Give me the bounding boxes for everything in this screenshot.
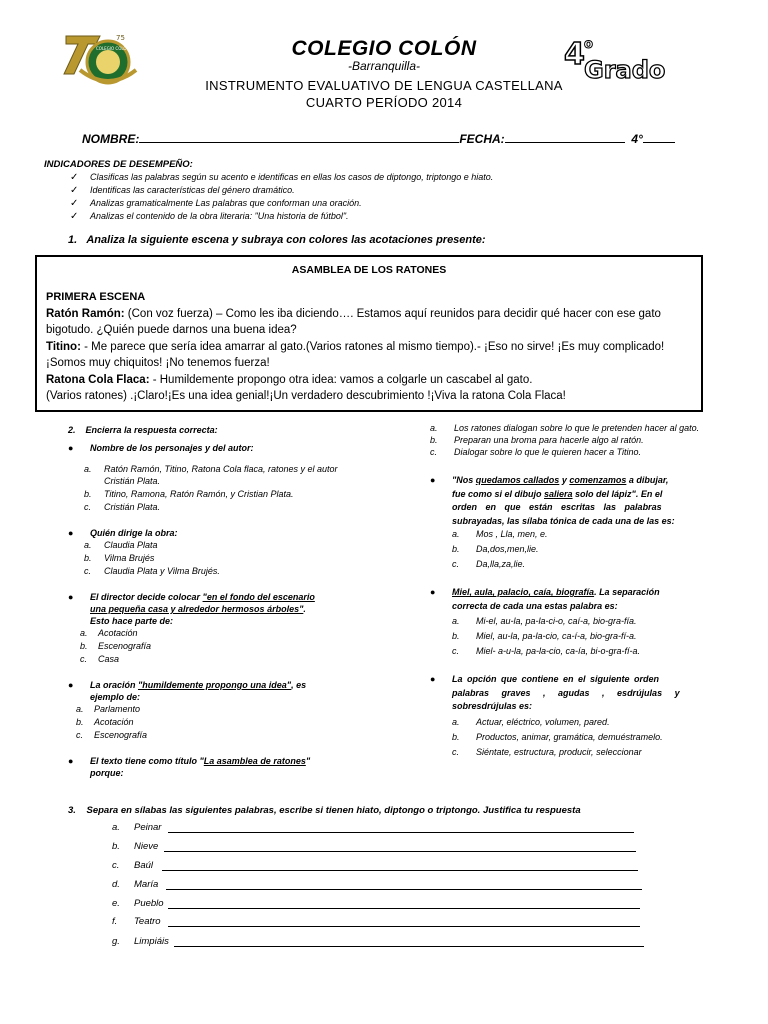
student-info-row xyxy=(82,131,675,146)
option-c: c. Da,lla,za,lie. xyxy=(452,559,526,569)
option-c: c. Cristián Plata. xyxy=(84,502,161,512)
option-b: b. Preparan una broma para hacerle algo al ratón. xyxy=(430,435,644,445)
grade-word: Grado xyxy=(584,56,666,84)
school-name: COLEGIO COLÓN xyxy=(291,37,477,60)
indicator-item: ✓ Analizas gramaticalmente Las palabras que conforman una oración. xyxy=(70,198,362,209)
word-row-teatro: f. Teatro xyxy=(112,916,652,930)
date-field[interactable] xyxy=(505,131,625,143)
word-row-nieve: b. Nieve xyxy=(112,841,652,855)
option-a: a. Ratón Ramón, Titino, Ratona Cola flaca, ratones y el autor Cristián Plata. xyxy=(84,464,338,486)
option-b: b. Productos, animar, gramática, demuéstramelo. xyxy=(452,731,663,742)
instrument-title: INSTRUMENTO EVALUATIVO DE LENGUA CASTELLANA xyxy=(205,78,563,93)
answer-line[interactable] xyxy=(168,832,634,833)
q2-item-title: ● El texto tiene como título "La asamblea de ratones" porque: xyxy=(68,756,311,778)
option-c: c. Claudia Plata y Vilma Brujés. xyxy=(84,566,220,576)
word-row-peinar: a. Peinar xyxy=(112,822,652,836)
word-row-baul: c. Baúl xyxy=(112,860,652,874)
indicator-item: ✓ Clasificas las palabras según su acento e identificas en ellas los casos de diptongo, triptongo e hiato. xyxy=(70,172,494,183)
grade-degree: o xyxy=(584,37,593,52)
name-label: NOMBRE: xyxy=(82,132,140,146)
option-c: c. Escenografía xyxy=(76,730,148,740)
logo-number: 75 xyxy=(116,34,125,42)
scene-text xyxy=(46,289,696,405)
answer-line[interactable] xyxy=(162,870,638,871)
answer-line[interactable] xyxy=(174,946,644,947)
q2-item-tonic-syllable: ● "Nos quedamos callados y comenzamos a dibujar, fue como si el dibujo saliera solo del lápiz". En el orden en que están escritas las palabras subrayadas, las sílaba tónica de cada una de las es: xyxy=(430,475,675,526)
word-row-limpiais: g. Limpiáis xyxy=(112,936,652,950)
grade-number: 4 xyxy=(564,37,585,72)
school-city: -Barranquilla- xyxy=(347,59,421,73)
scene-box xyxy=(35,255,703,412)
question-2-number: 2. xyxy=(68,425,76,435)
scene-line-3: Ratona Cola Flaca: - Humildemente propongo otra idea: vamos a colgarle un cascabel al gato. xyxy=(46,373,533,386)
option-c: c. Siéntate, estructura, producir, seleccionar xyxy=(452,746,642,757)
option-a: a. Actuar, eléctrico, volumen, pared. xyxy=(452,716,610,727)
q2-item-word-types: ● La opción que contiene en el siguiente orden palabras graves , agudas , esdrújulas y sobresdrújulas es: xyxy=(430,674,680,711)
logo-text: COLEGIO COLÓN xyxy=(96,46,130,51)
option-a: a. Mos , Lla, men, e. xyxy=(452,529,548,539)
question-2 xyxy=(68,424,218,436)
q2-right-column xyxy=(430,422,722,758)
grade-field-label: 4° xyxy=(631,132,643,146)
question-3 xyxy=(68,805,581,816)
answer-line[interactable] xyxy=(166,889,642,890)
scene-line-4: (Varios ratones) .¡Claro!¡Es una idea genial!¡Un verdadero descubrimiento !¡Viva la ratona Cola Flaca! xyxy=(46,390,566,402)
word-row-maria: d. María xyxy=(112,879,652,893)
answer-line[interactable] xyxy=(164,851,636,852)
option-a: a. Los ratones dialogan sobre lo que le pretenden hacer al gato. xyxy=(430,423,700,433)
indicator-item: ✓ Analizas el contenido de la obra literaria: "Una historia de fútbol". xyxy=(70,211,349,222)
checkmark-icon: ✓ xyxy=(70,185,79,196)
option-c: c. Miel- a-u-la, pa-la-cio, ca-ía, bi-o-gra-fí-a. xyxy=(452,646,641,656)
scene-line-2: Titino: - Me parece que sería idea amarrar al gato.(Varios ratones al mismo tiempo).- ¡Eso no sirve! ¡Es muy complicado! ¡Somos muy chiquitos! ¡No tenemos fuerza! xyxy=(46,340,665,369)
option-b: b. Acotación xyxy=(76,717,134,727)
grade-field[interactable] xyxy=(643,131,675,143)
option-b: b. Titino, Ramona, Ratón Ramón, y Cristian Plata. xyxy=(84,489,294,499)
answer-line[interactable] xyxy=(168,908,640,909)
q2-left-column xyxy=(68,442,368,779)
option-b: b. Da,dos,men,lie. xyxy=(452,544,539,554)
question-1 xyxy=(68,234,486,246)
question-3-text: Separa en sílabas las siguientes palabras, escribe si tienen hiato, diptongo o triptongo. Justifica tu respuesta xyxy=(86,805,581,816)
q2-item-scenography: ● El director decide colocar "en el fondo del escenario una pequeña casa y alrededor hermosos árboles". Esto hace parte de: xyxy=(68,592,315,626)
question-1-text: Analiza la siguiente escena y subraya con colores las acotaciones presente: xyxy=(86,234,486,246)
option-a: a. Claudia Plata xyxy=(84,540,158,550)
scene-line-1: Ratón Ramón: (Con voz fuerza) – Como les iba diciendo…. Estamos aquí reunidos para decidir qué hacer con ese gato bigotudo. ¿Quién puede darnos una buena idea? xyxy=(46,307,661,336)
period-title: CUARTO PERÍODO 2014 xyxy=(305,95,463,110)
word-row-pueblo: e. Pueblo xyxy=(112,898,652,912)
name-field[interactable] xyxy=(139,131,459,143)
option-b: b. Miel, au-la, pa-la-cio, ca-í-a, bio-gra-fí-a. xyxy=(452,631,637,641)
question-1-number: 1. xyxy=(68,234,78,246)
indicators-list xyxy=(70,171,493,223)
option-b: b. Vilma Brujés xyxy=(84,553,155,563)
q2-item-characters: ● Nombre de los personajes y del autor: xyxy=(68,443,254,453)
question-2-title: Encierra la respuesta correcta: xyxy=(85,425,218,435)
option-c: c. Dialogar sobre lo que le quieren hacer a Titino. xyxy=(430,447,642,457)
scene-title: PRIMERA ESCENA xyxy=(46,291,146,303)
checkmark-icon: ✓ xyxy=(70,172,79,183)
option-a: a. Parlamento xyxy=(76,704,141,714)
question-3-number: 3. xyxy=(68,805,76,816)
option-a: a. Acotación xyxy=(80,628,138,638)
answer-line[interactable] xyxy=(168,926,640,927)
q2-item-director: ● Quién dirige la obra: xyxy=(68,528,178,538)
option-c: c. Casa xyxy=(80,654,120,664)
q2-item-syllable-split: ● Miel, aula, palacio, caía, biografía. La separación correcta de cada una estas palabra es: xyxy=(430,587,660,611)
q2-item-sentence: ● La oración "humildemente propongo una idea", es ejemplo de: xyxy=(68,680,307,702)
option-b: b. Escenografía xyxy=(80,641,152,651)
checkmark-icon: ✓ xyxy=(70,198,79,209)
date-label: FECHA: xyxy=(459,132,505,146)
checkmark-icon: ✓ xyxy=(70,211,79,222)
grade-label xyxy=(562,34,672,84)
indicator-item: ✓ Identificas las características del género dramático. xyxy=(70,185,295,196)
indicators-title: INDICADORES DE DESEMPEÑO: xyxy=(44,159,193,170)
scene-box-title: ASAMBLEA DE LOS RATONES xyxy=(291,264,447,276)
option-a: a. Mi-el, au-la, pa-la-ci-o, caí-a, bio-gra-fía. xyxy=(452,616,637,626)
